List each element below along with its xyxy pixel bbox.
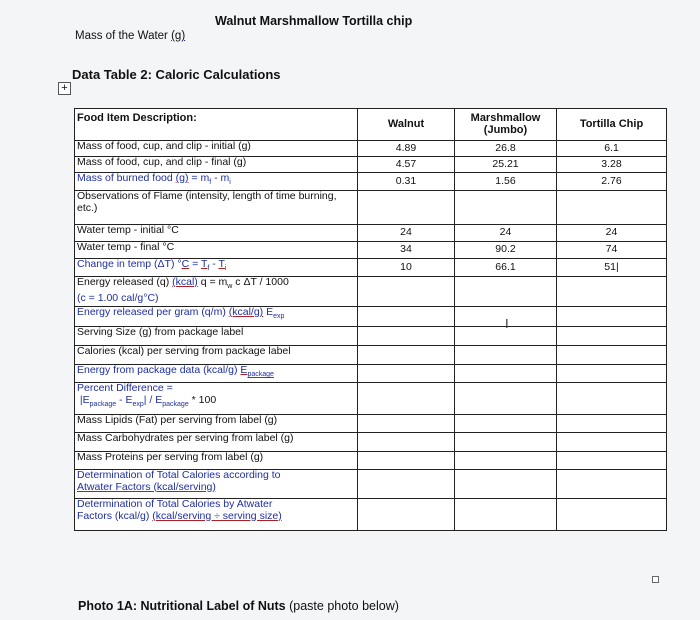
row-label[interactable]: Mass Lipids (Fat) per serving from label (g) (75, 415, 358, 433)
cell-marshmallow[interactable] (455, 191, 557, 225)
cell-tortilla[interactable] (557, 277, 667, 307)
row-label[interactable]: Observations of Flame (intensity, length of time burning, etc.) (75, 191, 358, 225)
header-tortilla[interactable]: Tortilla Chip (557, 109, 667, 141)
cell-walnut[interactable] (358, 365, 455, 383)
cell-walnut[interactable] (358, 346, 455, 365)
cell-tortilla[interactable]: 3.28 (557, 157, 667, 173)
table-row (75, 141, 667, 157)
cell-walnut[interactable]: 4.57 (358, 157, 455, 173)
row-label[interactable]: Percent Difference = $|E_{package} - E_{exp}| / E_{package} * 100$ (75, 383, 358, 415)
text-cursor-icon: I (505, 316, 509, 331)
cell-walnut[interactable] (358, 433, 455, 452)
header-marshmallow-line1: Marshmallow (470, 112, 541, 124)
cell-tortilla[interactable]: 2.76 (557, 173, 667, 191)
table-row (75, 452, 667, 470)
cell-tortilla[interactable] (557, 452, 667, 470)
cell-tortilla[interactable]: 51| (557, 259, 667, 277)
table-header-row (75, 109, 667, 141)
cell-tortilla[interactable] (557, 307, 667, 327)
cell-walnut[interactable] (358, 277, 455, 307)
caloric-calculations-table (74, 108, 667, 531)
table-row (75, 433, 667, 452)
row-label[interactable]: Serving Size (g) from package label (75, 327, 358, 346)
cell-walnut[interactable] (358, 470, 455, 499)
cell-marshmallow[interactable] (455, 499, 557, 531)
cell-walnut[interactable] (358, 383, 455, 415)
cell-walnut[interactable]: 10 (358, 259, 455, 277)
cell-walnut[interactable]: 24 (358, 225, 455, 242)
table-row (75, 365, 667, 383)
cell-tortilla[interactable]: 24 (557, 225, 667, 242)
cell-walnut[interactable] (358, 307, 455, 327)
cell-tortilla[interactable] (557, 433, 667, 452)
table-row (75, 225, 667, 242)
row-label[interactable]: Energy released (q) (kcal) $q = m_w$ c ΔT / 1000 (c = 1.00 cal/g°C) (75, 277, 358, 307)
cell-marshmallow[interactable] (455, 365, 557, 383)
row-label[interactable]: Mass of burned food $(g) = m_f - m_i$ (75, 173, 358, 191)
table-row (75, 415, 667, 433)
cell-marshmallow[interactable]: 66.1 (455, 259, 557, 277)
cell-walnut[interactable] (358, 415, 455, 433)
mass-of-water-line (75, 30, 185, 42)
cell-walnut[interactable] (358, 191, 455, 225)
cell-marshmallow[interactable] (455, 383, 557, 415)
cell-marshmallow[interactable]: 26.8 (455, 141, 557, 157)
table-row (75, 173, 667, 191)
cell-marshmallow[interactable] (455, 452, 557, 470)
cell-tortilla[interactable]: 6.1 (557, 141, 667, 157)
cell-walnut[interactable]: 34 (358, 242, 455, 259)
cell-marshmallow[interactable] (455, 415, 557, 433)
cell-marshmallow[interactable]: 24 (455, 225, 557, 242)
photo-caption-bold: Photo 1A: Nutritional Label of Nuts (78, 599, 286, 613)
mass-label: Mass of the Water (75, 30, 168, 42)
header-marshmallow-line2: (Jumbo) (483, 123, 528, 136)
cell-marshmallow[interactable] (455, 346, 557, 365)
cell-tortilla[interactable] (557, 383, 667, 415)
table-row (75, 157, 667, 173)
cell-marshmallow[interactable] (455, 433, 557, 452)
cell-tortilla[interactable] (557, 365, 667, 383)
cell-tortilla[interactable]: 74 (557, 242, 667, 259)
row-label[interactable]: Determination of Total Calories according to Atwater Factors (kcal/serving) (75, 470, 358, 499)
table-row (75, 346, 667, 365)
header-title: Walnut Marshmallow Tortilla chip (215, 14, 413, 28)
row-label[interactable]: Water temp - initial °C (75, 225, 358, 242)
row-label[interactable]: Calories (kcal) per serving from package label (75, 346, 358, 365)
table-resize-handle[interactable] (652, 576, 659, 583)
cell-marshmallow[interactable]: 90.2 (455, 242, 557, 259)
photo-caption (78, 599, 399, 613)
row-label[interactable]: Mass Proteins per serving from label (g) (75, 452, 358, 470)
cell-tortilla[interactable] (557, 470, 667, 499)
table-row (75, 307, 667, 327)
table-row (75, 327, 667, 346)
cell-tortilla[interactable] (557, 191, 667, 225)
cell-walnut[interactable]: 0.31 (358, 173, 455, 191)
cell-marshmallow[interactable]: 1.56 (455, 173, 557, 191)
cell-walnut[interactable] (358, 327, 455, 346)
cell-tortilla[interactable] (557, 346, 667, 365)
cell-tortilla[interactable] (557, 327, 667, 346)
table-row (75, 259, 667, 277)
cell-walnut[interactable]: 4.89 (358, 141, 455, 157)
table-row (75, 499, 667, 531)
photo-caption-rest: (paste photo below) (285, 599, 399, 613)
header-desc[interactable]: Food Item Description: (75, 109, 358, 141)
row-label[interactable]: Energy released per gram (q/m) (kcal/g) $E_{exp}$ (75, 307, 358, 327)
cell-walnut[interactable] (358, 452, 455, 470)
data-table-title: Data Table 2: Caloric Calculations (72, 67, 281, 82)
row-label[interactable]: Mass of food, cup, and clip - final (g) (75, 157, 358, 173)
row-label[interactable]: Determination of Total Calories by Atwater Factors (kcal/g) (kcal/serving ÷ serving size) (75, 499, 358, 531)
table-row (75, 191, 667, 225)
row-label[interactable]: Mass Carbohydrates per serving from label (g) (75, 433, 358, 452)
row-label[interactable]: Change in temp (ΔT) $^\circ C = T_f - T_i$ (75, 259, 358, 277)
row-label[interactable]: Energy from package data (kcal/g) $E_{package}$ (75, 365, 358, 383)
header-marshmallow[interactable] (455, 109, 557, 141)
table-row (75, 242, 667, 259)
mass-unit: (g) (171, 30, 186, 42)
row-label[interactable]: Water temp - final °C (75, 242, 358, 259)
table-move-handle-icon[interactable]: + (58, 82, 71, 95)
table-row (75, 470, 667, 499)
cell-walnut[interactable] (358, 499, 455, 531)
table-row (75, 383, 667, 415)
cell-tortilla[interactable] (557, 415, 667, 433)
cell-marshmallow[interactable]: 25.21 (455, 157, 557, 173)
cell-tortilla[interactable] (557, 499, 667, 531)
cell-marshmallow[interactable] (455, 277, 557, 307)
header-walnut[interactable]: Walnut (358, 109, 455, 141)
table-row (75, 277, 667, 307)
cell-marshmallow[interactable] (455, 470, 557, 499)
row-label[interactable]: Mass of food, cup, and clip - initial (g) (75, 141, 358, 157)
